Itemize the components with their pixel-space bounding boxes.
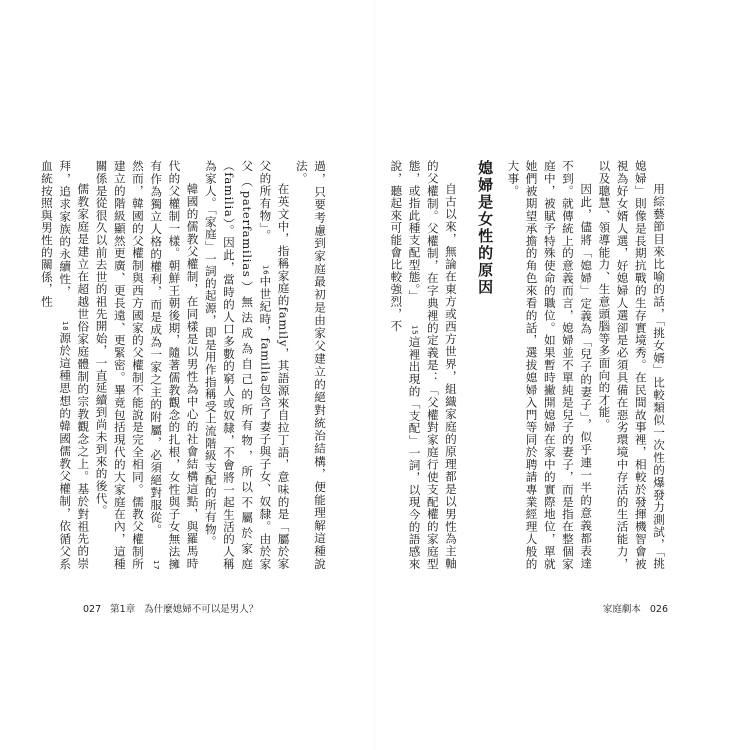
right-paragraph-3-text-a: 自古以來，無論在東方或西方世界，組織家庭的原理都是以男性為主軸的父權制。父權制，在字典裡的定義是：「父權對家庭行使支配權的家庭型態，或指此種支配型態。」 (407, 160, 458, 570)
left-page-text (39, 160, 329, 570)
left-paragraph-4-text-b: 源於這種思想的韓國儒教父權制，依循父系血統按照與男性的關係，性 (39, 160, 73, 570)
left-paragraph-4-text-a: 儒教家庭是建立在超越世俗家庭體制的宗教觀念之上。基於對祖先的崇拜，追求家族的永續性， (58, 160, 91, 570)
footnote-ref-18: 18 (61, 321, 70, 332)
right-paragraph-3 (387, 160, 460, 570)
left-paragraph-3-text-b: 然而，韓國的父權制與西方國家的父權制不能說是完全相同。儒教父權制所建立的階級顯然更廣、更長遠、更緊密。畢竟包括現代的大家庭在內，這種關係是從很久以前去世的祖先開始，一直延續到尚未到來的後代。 (94, 160, 145, 570)
right-paragraph-1: 用綜藝節目來比喻的話，「挑女婿」比較類似一次性的爆發力測試，「挑媳婦」則像是長期抗戰的生存實境秀。在民間故事裡，相較於發揮機智會被視為好女婿人選，好媳婦人選卻是必須具備在惡劣環境中存活的生活能力，以及聰慧、領導能力、生意頭腦等多面向的才能。 (597, 160, 666, 570)
left-chapter-title: 為什麼媳婦不可以是男人？ (144, 604, 259, 615)
section-heading: 媳婦是女性的原因 (476, 160, 495, 296)
left-paragraph-2-text-a: 在英文中，指稱家庭的family，其語源來自拉丁語，意味的是「屬於家父的所有物」。 (258, 160, 291, 570)
book-gutter (374, 0, 376, 750)
right-paragraph-3-text-b: 這裡出現的「支配」一詞，以現今的語感來說，聽起來可能會比較強烈，不 (389, 160, 422, 570)
right-page-number: 026 (649, 604, 668, 615)
right-page-footer (597, 601, 668, 615)
left-chapter-label: 第1章 (110, 604, 136, 615)
left-paragraph-3 (92, 160, 201, 570)
right-paragraph-2: 因此，儘將「媳婦」定義為「兒子的妻子」，似乎連一半的意義都表達不到。就傳統上的意義而言，媳婦並不單純是兒子的妻子，而是指在整個家庭中，被賦予特殊使命的職位。如果暫時撇開媳婦在家中的實際地位，單就她們被期望承擔的角色來看的話，選拔媳婦入門等同於聘請專業經理人般的大事。 (506, 160, 594, 570)
left-page-number: 027 (83, 604, 102, 615)
left-paragraph-2 (202, 160, 293, 570)
left-paragraph-4 (38, 160, 93, 570)
left-paragraph-2-text-b: 中世紀時，familia包含了妻子與子女、奴隸。由於家父（paterfamilias）無法成為自己的所有物，所以不屬於家庭（familia）。因此，當時的人口多數的窮人或奴隸，不會將一起生活的人稱為家人。「家庭」一詞的起源，即是用作指稱受上流階級支配的所有物。 (203, 160, 273, 570)
left-paragraph-1: 過，只要考慮到家庭最初是由家父建立的絕對統治結構，便能理解這種說法。 (294, 160, 327, 570)
footnote-ref-17: 17 (152, 559, 161, 570)
right-running-title: 家庭劇本 (602, 604, 641, 615)
footnote-ref-15: 15 (410, 325, 419, 336)
footnote-ref-16: 16 (261, 264, 270, 276)
right-page-text (389, 160, 668, 570)
left-page-footer (83, 601, 264, 615)
left-paragraph-3-text-a: 韓國的儒教父權制，在同樣是以男性為中心的社會結構這點，與羅馬時代的父權制一樣。朝鮮王朝後期，隨著儒教觀念的扎根，女性與子女無法擁有作為獨立人格的權利，而是成為一家之主的附屬，必須絕對服從。 (149, 160, 200, 570)
